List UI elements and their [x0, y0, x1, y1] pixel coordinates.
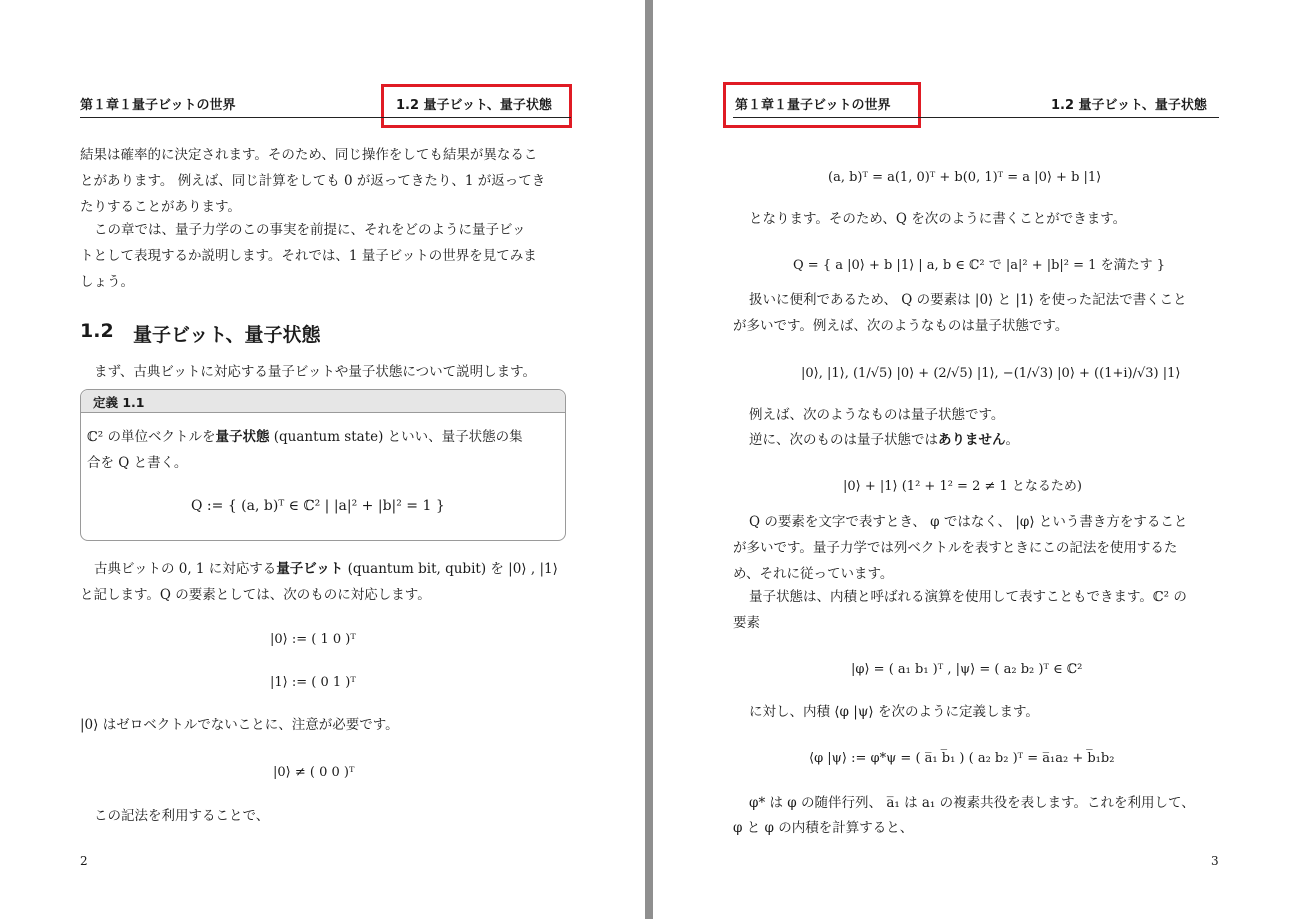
- equation-1: (a, b)ᵀ = a(1, 0)ᵀ + b(0, 1)ᵀ = a |0⟩ + b |1⟩: [828, 170, 1102, 185]
- header-rule: [80, 117, 571, 118]
- definition-line-2: 合を Q と書く。: [87, 455, 188, 471]
- paragraph-5-line-1: Q の要素を文字で表すとき、 φ ではなく、 |φ⟩ という書き方をすること: [749, 514, 1188, 530]
- header-rule: [733, 117, 1219, 118]
- text-line-4-post: 。: [1005, 432, 1019, 448]
- equation-neq-zero: |0⟩ ≠ ( 0 0 )ᵀ: [273, 765, 355, 780]
- paragraph-3-line-2: と記します。Q の要素としては、次のものに対応します。: [80, 587, 431, 603]
- text-line-4-bold: ありません: [938, 432, 1006, 448]
- definition-line-1-post: (quantum state) といい、量子状態の集: [269, 429, 523, 445]
- paragraph-3-pre: 古典ビットの 0, 1 に対応する: [94, 561, 277, 577]
- definition-line-1: [87, 424, 523, 450]
- paragraph-2-line-2: が多いです。例えば、次のようなものは量子状態です。: [733, 318, 1069, 334]
- paragraph-3-line-1: [94, 556, 558, 582]
- paragraph-2-line-3: しょう。: [80, 274, 134, 290]
- definition-header: [81, 390, 565, 413]
- equation-2: Q = { a |0⟩ + b |1⟩ | a, b ∈ ℂ² で |a|² + |b|² = 1 を満たす }: [793, 258, 1165, 273]
- running-header-chapter: 第１章１量子ビットの世界: [80, 98, 236, 113]
- text-line-1: となります。そのため、Q を次のように書くことができます。: [749, 211, 1127, 227]
- text-line-4-pre: 逆に、次のものは量子状態では: [749, 432, 938, 448]
- text-line-4: [749, 427, 1019, 453]
- highlight-box-section: [381, 84, 572, 128]
- equation-3: |0⟩, |1⟩, (1/√5) |0⟩ + (2/√5) |1⟩, −(1/√3) |0⟩ + ((1+i)/√3) |1⟩: [801, 366, 1181, 381]
- text-line-3: 例えば、次のようなものは量子状態です。: [749, 407, 1005, 423]
- equation-6: ⟨φ |ψ⟩ := φ*ψ = ( a̅₁ b̅₁ ) ( a₂ b₂ )ᵀ = a̅₁a₂ + b̅₁b₂: [809, 751, 1115, 766]
- running-header-section: 1.2 量子ビット、量子状態: [1051, 98, 1207, 113]
- running-header-chapter: 第１章１量子ビットの世界: [735, 98, 891, 113]
- highlight-box-chapter: [723, 82, 921, 128]
- definition-box: [80, 389, 566, 541]
- section-intro: まず、古典ビットに対応する量子ビットや量子状態について説明します。: [94, 364, 536, 380]
- closing-line: この記法を利用することで、: [94, 808, 270, 824]
- section-number: 1.2: [80, 320, 114, 342]
- right-page: [653, 0, 1300, 919]
- zero-vector-note: |0⟩ はゼロベクトルでないことに、注意が必要です。: [80, 717, 399, 733]
- paragraph-6-line-1: 量子状態は、内積と呼ばれる演算を使用して表すこともできます。ℂ² の: [749, 589, 1187, 605]
- paragraph-1-line-2: とがあります。 例えば、同じ計算をしても 0 が返ってきたり、1 が返ってき: [80, 173, 546, 189]
- paragraph-1-line-1: 結果は確率的に決定されます。そのため、同じ操作をしても結果が異なるこ: [80, 147, 538, 163]
- qubit-term: 量子ビット: [276, 561, 344, 577]
- definition-term: 量子状態: [215, 429, 270, 445]
- paragraph-8-line-2: φ と φ の内積を計算すると、: [733, 820, 914, 836]
- paragraph-5-line-2: が多いです。量子力学では列ベクトルを表すときにこの記法を使用するた: [733, 540, 1178, 556]
- running-header-section: 1.2 量子ビット、量子状態: [396, 98, 552, 113]
- page-gutter: [645, 0, 653, 919]
- paragraph-1-line-3: たりすることがあります。: [80, 199, 241, 215]
- equation-5: |φ⟩ = ( a₁ b₁ )ᵀ , |ψ⟩ = ( a₂ b₂ )ᵀ ∈ ℂ²: [851, 662, 1083, 677]
- paragraph-2-line-2: トとして表現するか説明します。それでは、1 量子ビットの世界を見てみま: [80, 248, 537, 264]
- text-line-7: に対し、内積 ⟨φ |ψ⟩ を次のように定義します。: [749, 704, 1039, 720]
- definition-title: 定義 1.1: [93, 395, 145, 410]
- page-number-right: 3: [1211, 854, 1219, 868]
- left-page: [0, 0, 645, 919]
- paragraph-8-line-1: φ* は φ の随伴行列、 a̅₁ は a₁ の複素共役を表します。これを利用して、: [749, 795, 1195, 811]
- paragraph-2-line-1: 扱いに便利であるため、 Q の要素は |0⟩ と |1⟩ を使った記法で書くこと: [749, 292, 1187, 308]
- equation-ket0: |0⟩ := ( 1 0 )ᵀ: [270, 632, 356, 647]
- section-title: 量子ビット、量子状態: [133, 324, 321, 346]
- paragraph-6-line-2: 要素: [733, 615, 760, 631]
- definition-line-1-pre: ℂ² の単位ベクトルを: [87, 429, 216, 445]
- equation-ket1: |1⟩ := ( 0 1 )ᵀ: [270, 675, 356, 690]
- paragraph-3-post: (quantum bit, qubit) を |0⟩ , |1⟩: [343, 561, 558, 577]
- paragraph-2-line-1: この章では、量子力学のこの事実を前提に、それをどのように量子ビッ: [94, 222, 526, 238]
- equation-4: |0⟩ + |1⟩ (1² + 1² = 2 ≠ 1 となるため): [843, 479, 1082, 494]
- definition-formula: Q := { (a, b)ᵀ ∈ ℂ² | |a|² + |b|² = 1 }: [191, 498, 445, 514]
- paragraph-5-line-3: め、それに従っています。: [733, 566, 894, 582]
- page-number-left: 2: [80, 854, 88, 868]
